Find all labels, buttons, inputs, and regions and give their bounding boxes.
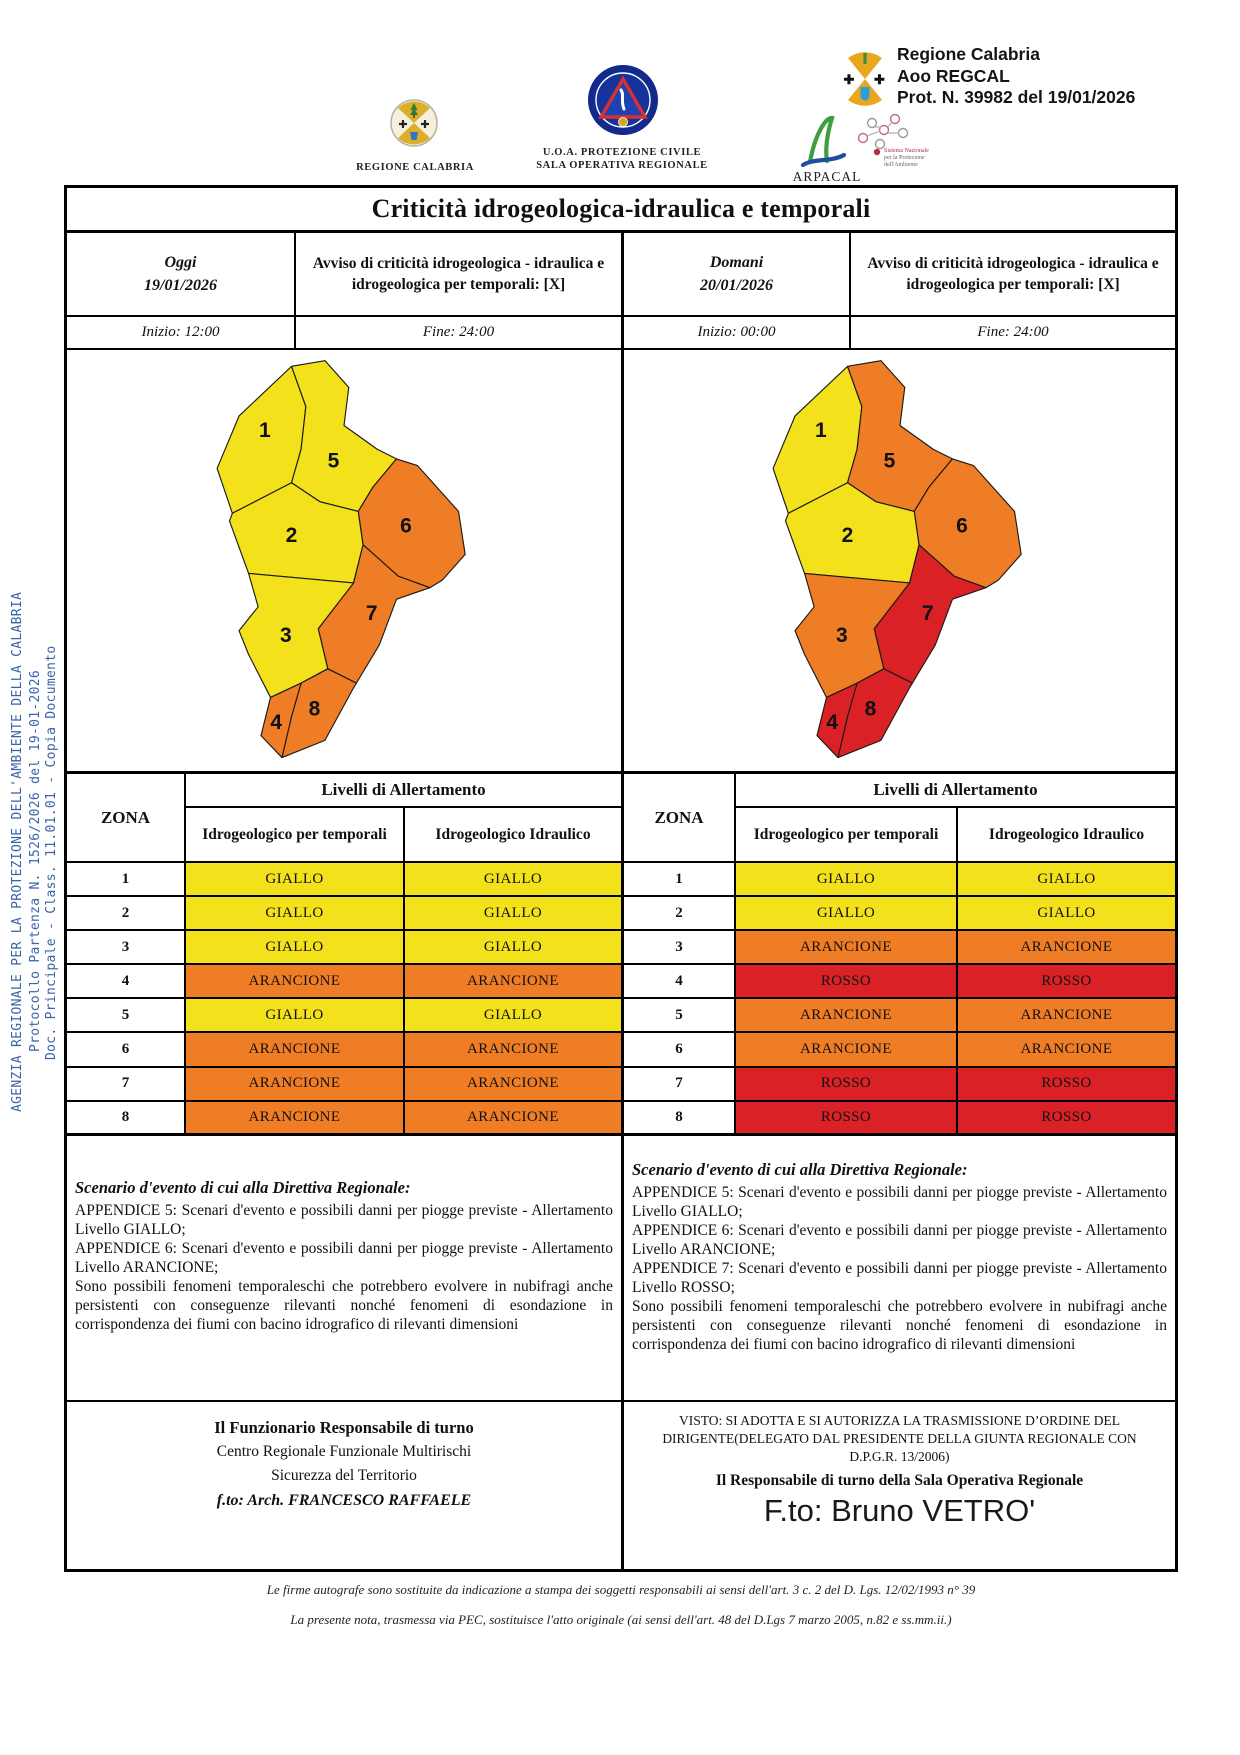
validity-row (67, 317, 1175, 350)
table-row (67, 862, 621, 896)
tomorrow-zone-7-label: 7 (921, 602, 934, 626)
scenario-paragraph: APPENDICE 7: Scenari d'evento e possibili danni per piogge previste - Allertamento Livello ROSSO; (632, 1260, 1167, 1296)
table-row (624, 930, 1175, 964)
footnote-1: Le firme autografe sono sostituite da indicazione a stampa dei soggetti responsabili ai sensi dell'art. 3 c. 2 del D. Lgs. 12/02/1993 n° 39 (266, 1582, 976, 1597)
scenario-paragraph: APPENDICE 6: Scenari d'evento e possibili danni per piogge previste - Allertamento Livello ARANCIONE; (632, 1222, 1167, 1258)
tomorrow-zone-5-label: 5 (883, 449, 895, 473)
level-cell: ROSSO (735, 1067, 957, 1101)
level-cell: GIALLO (735, 862, 957, 896)
zone-cell: 2 (624, 896, 735, 930)
snpa-dot-icon (874, 149, 880, 155)
level-cell: ARANCIONE (185, 964, 404, 998)
tomorrow-zone-6-label: 6 (955, 514, 968, 538)
level-cell: ARANCIONE (957, 1032, 1175, 1066)
today-zona-header: ZONA (67, 774, 185, 862)
tomorrow-start: Inizio: 00:00 (624, 317, 851, 348)
scenario-paragraph: APPENDICE 5: Scenari d'evento e possibili danni per piogge previste - Allertamento Livello GIALLO; (632, 1184, 1167, 1220)
footnote-2: La presente nota, trasmessa via PEC, sostituisce l'atto originale (ai sensi dell'art. 48 del D.Lgs 7 marzo 2005, n.82 e ss.mm.ii.) (290, 1612, 952, 1627)
tomorrow-zone-3-label: 3 (835, 624, 848, 648)
zone-cell: 4 (624, 964, 735, 998)
zone-cell: 4 (67, 964, 185, 998)
level-cell: ARANCIONE (404, 1101, 621, 1133)
tomorrow-zone-2-label: 2 (841, 523, 853, 547)
level-cell: ARANCIONE (404, 1032, 621, 1066)
sidebar-protocol-line: Protocollo Partenza N. 1526/2026 del 19-01-2026 (28, 670, 43, 1052)
table-row (67, 1101, 621, 1133)
scenario-paragraph: APPENDICE 5: Scenari d'evento e possibili danni per piogge previste - Allertamento Livello GIALLO; (75, 1202, 613, 1238)
today-temporali-header: Idrogeologico per temporali (185, 807, 404, 862)
stamp-line-3: Prot. N. 39982 del 19/01/2026 (897, 87, 1136, 107)
scenario-paragraph: Sono possibili fenomeni temporaleschi che potrebbero evolvere in nubifragi anche persistenti con conseguenze rilevanti nonché fenomeni di esondazione in corrispondenza dei fiumi con bacino idrografico di rilevanti dimensioni (632, 1298, 1167, 1353)
visto-statement: VISTO: SI ADOTTA E SI AUTORIZZA LA TRASMISSIONE D’ORDINE DEL DIRIGENTE(DELEGATO DAL PRESIDENTE DELLA GIUNTA REGIONALE CON D.P.G.R. 13/2006) (662, 1413, 1137, 1464)
regione-calabria-caption: REGIONE CALABRIA (356, 162, 474, 173)
today-zone-6-label: 6 (400, 514, 412, 538)
zone-cell: 7 (67, 1067, 185, 1101)
emblem-cross-left-icon: ✚ (398, 119, 408, 131)
protocol-stamp-logo (839, 50, 891, 108)
level-cell: ROSSO (735, 964, 957, 998)
tomorrow-date: 20/01/2026 (700, 277, 773, 294)
protezione-civile-caption-2: SALA OPERATIVA REGIONALE (536, 160, 708, 171)
level-cell: ARANCIONE (735, 1032, 957, 1066)
scenario-row (67, 1136, 1175, 1402)
level-cell: GIALLO (735, 896, 957, 930)
level-cell: GIALLO (185, 930, 404, 964)
table-row (624, 896, 1175, 930)
zone-cell: 8 (67, 1101, 185, 1133)
table-row (624, 1101, 1175, 1133)
alert-levels-row (67, 774, 1175, 1136)
zone-cell: 5 (624, 998, 735, 1032)
table-row (67, 930, 621, 964)
table-row (67, 1067, 621, 1101)
table-row (624, 862, 1175, 896)
tomorrow-date-cell (624, 233, 851, 315)
today-zone-4-label: 4 (270, 710, 283, 734)
signature-right-role: Il Responsabile di turno della Sala Operativa Regionale (715, 1472, 1084, 1489)
zone-cell: 5 (67, 998, 185, 1032)
level-cell: GIALLO (185, 862, 404, 896)
advisory-tomorrow-cell: Avviso di criticità idrogeologica - idraulica e idrogeologica per temporali: [X] (867, 255, 1159, 293)
page-title: Criticità idrogeologica-idraulica e temporali (371, 194, 871, 223)
today-date-cell (67, 233, 296, 315)
alert-table-today (67, 774, 621, 1133)
snpa-caption-1: Sistema Nazionale (884, 148, 929, 154)
bulletin-table (64, 185, 1178, 1572)
arpacal-swoosh-icon (810, 118, 832, 162)
table-row (67, 998, 621, 1032)
protezione-civile-logo (587, 64, 659, 136)
signature-right (624, 1402, 1175, 1569)
scenario-tomorrow-heading: Scenario d'evento di cui alla Direttiva Regionale: (632, 1160, 968, 1179)
level-cell: ARANCIONE (957, 998, 1175, 1032)
sidebar-class-line: Doc. Principale - Class. 11.01.01 - Copia Documento (44, 645, 59, 1060)
zone-cell: 2 (67, 896, 185, 930)
table-row (624, 1067, 1175, 1101)
signature-left-unit: Sicurezza del Territorio (271, 1467, 417, 1484)
tomorrow-zona-header: ZONA (624, 774, 735, 862)
protezione-crest-icon (619, 118, 628, 127)
calabria-map-tomorrow (750, 353, 1050, 769)
emblem-cross-right-icon: ✚ (420, 119, 430, 131)
zone-cell: 3 (67, 930, 185, 964)
tomorrow-levels-header: Livelli di Allertamento (735, 774, 1175, 807)
snpa-caption-3: dell'Ambiente (884, 162, 918, 168)
signature-left-name: f.to: Arch. FRANCESCO RAFFAELE (216, 1492, 472, 1509)
today-zone-1-label: 1 (258, 418, 271, 442)
calabria-map-today (194, 353, 494, 769)
signature-left-title: Il Funzionario Responsabile di turno (214, 1418, 474, 1437)
arpacal-logo (796, 110, 852, 170)
table-row (67, 1032, 621, 1066)
maps-row (67, 350, 1175, 774)
today-zone-8-label: 8 (308, 697, 321, 721)
advisory-today-cell: Avviso di criticità idrogeologica - idraulica e idrogeologica per temporali: [X] (296, 233, 624, 315)
scenario-paragraph: APPENDICE 6: Scenari d'evento e possibili danni per piogge previste - Allertamento Livello ARANCIONE; (75, 1240, 613, 1276)
today-label: Oggi (164, 254, 197, 271)
scenario-tomorrow (624, 1136, 1175, 1400)
sidebar-agency-line: AGENZIA REGIONALE PER LA PROTEZIONE DELL'AMBIENTE DELLA CALABRIA (10, 591, 25, 1112)
signature-left (67, 1402, 624, 1569)
stamp-cross-right-icon: ✚ (874, 72, 885, 87)
map-cell-tomorrow (624, 350, 1175, 771)
today-date: 19/01/2026 (144, 277, 217, 294)
level-cell: ROSSO (735, 1101, 957, 1133)
alert-table-tomorrow-cell (624, 774, 1175, 1133)
zone-cell: 8 (624, 1101, 735, 1133)
signature-row (67, 1402, 1175, 1569)
title-row (67, 188, 1175, 233)
level-cell: GIALLO (957, 896, 1175, 930)
tomorrow-temporali-header: Idrogeologico per temporali (735, 807, 957, 862)
arpacal-caption: ARPACAL (792, 169, 862, 184)
zone-cell: 6 (624, 1032, 735, 1066)
today-start: Inizio: 12:00 (67, 317, 296, 348)
alert-table-tomorrow (624, 774, 1175, 1133)
tomorrow-zone-8-label: 8 (864, 697, 876, 721)
table-row (67, 896, 621, 930)
signature-left-office: Centro Regionale Funzionale Multirischi (216, 1443, 472, 1460)
today-levels-header: Livelli di Allertamento (185, 774, 621, 807)
stamp-line-2: Aoo REGCAL (897, 65, 1010, 86)
snpa-caption-2: per la Protezione (884, 155, 925, 161)
map-cell-today (67, 350, 624, 771)
stamp-line-1: Regione Calabria (897, 44, 1040, 64)
level-cell: ARANCIONE (735, 998, 957, 1032)
tomorrow-end: Fine: 24:00 (977, 324, 1049, 340)
zone-cell: 1 (67, 862, 185, 896)
level-cell: ROSSO (957, 1101, 1175, 1133)
scenario-paragraph: Sono possibili fenomeni temporaleschi che potrebbero evolvere in nubifragi anche persistenti con conseguenze rilevanti nonché fenomeni di esondazione in corrispondenza dei fiumi con bacino idrografico di rilevanti dimensioni (75, 1278, 613, 1333)
level-cell: ARANCIONE (185, 1067, 404, 1101)
level-cell: ARANCIONE (185, 1101, 404, 1133)
table-row (624, 1032, 1175, 1066)
level-cell: ARANCIONE (957, 930, 1175, 964)
level-cell: ARANCIONE (404, 1067, 621, 1101)
level-cell: GIALLO (185, 998, 404, 1032)
level-cell: ROSSO (957, 964, 1175, 998)
alert-table-today-cell (67, 774, 624, 1133)
protezione-civile-caption-1: U.O.A. PROTEZIONE CIVILE (542, 147, 702, 158)
level-cell: ARANCIONE (735, 930, 957, 964)
zone-cell: 1 (624, 862, 735, 896)
today-idraulico-header: Idrogeologico Idraulico (404, 807, 621, 862)
today-zone-2-label: 2 (285, 523, 298, 547)
today-end: Fine: 24:00 (296, 317, 624, 348)
today-zone-7-label: 7 (365, 602, 378, 626)
today-zone-5-label: 5 (327, 449, 340, 473)
level-cell: GIALLO (404, 896, 621, 930)
level-cell: GIALLO (957, 862, 1175, 896)
zone-cell: 3 (624, 930, 735, 964)
level-cell: ARANCIONE (185, 1032, 404, 1066)
table-row (624, 998, 1175, 1032)
tomorrow-zone-1-label: 1 (814, 418, 827, 442)
signature-right-name: F.to: Bruno VETRO' (763, 1493, 1036, 1528)
tomorrow-zone-4-label: 4 (825, 710, 838, 734)
level-cell: GIALLO (404, 930, 621, 964)
tomorrow-label: Domani (709, 254, 764, 271)
scenario-today-heading: Scenario d'evento di cui alla Direttiva Regionale: (75, 1178, 411, 1197)
table-row (67, 964, 621, 998)
zone-cell: 7 (624, 1067, 735, 1101)
scenario-today (67, 1136, 624, 1400)
forecast-header-row (67, 233, 1175, 317)
level-cell: GIALLO (404, 998, 621, 1032)
tomorrow-idraulico-header: Idrogeologico Idraulico (957, 807, 1175, 862)
today-zone-3-label: 3 (279, 624, 292, 648)
zone-cell: 6 (67, 1032, 185, 1066)
regione-calabria-logo (390, 99, 438, 147)
stamp-cross-left-icon: ✚ (843, 72, 855, 87)
level-cell: GIALLO (404, 862, 621, 896)
level-cell: ARANCIONE (404, 964, 621, 998)
level-cell: ROSSO (957, 1067, 1175, 1101)
table-row (624, 964, 1175, 998)
level-cell: GIALLO (185, 896, 404, 930)
